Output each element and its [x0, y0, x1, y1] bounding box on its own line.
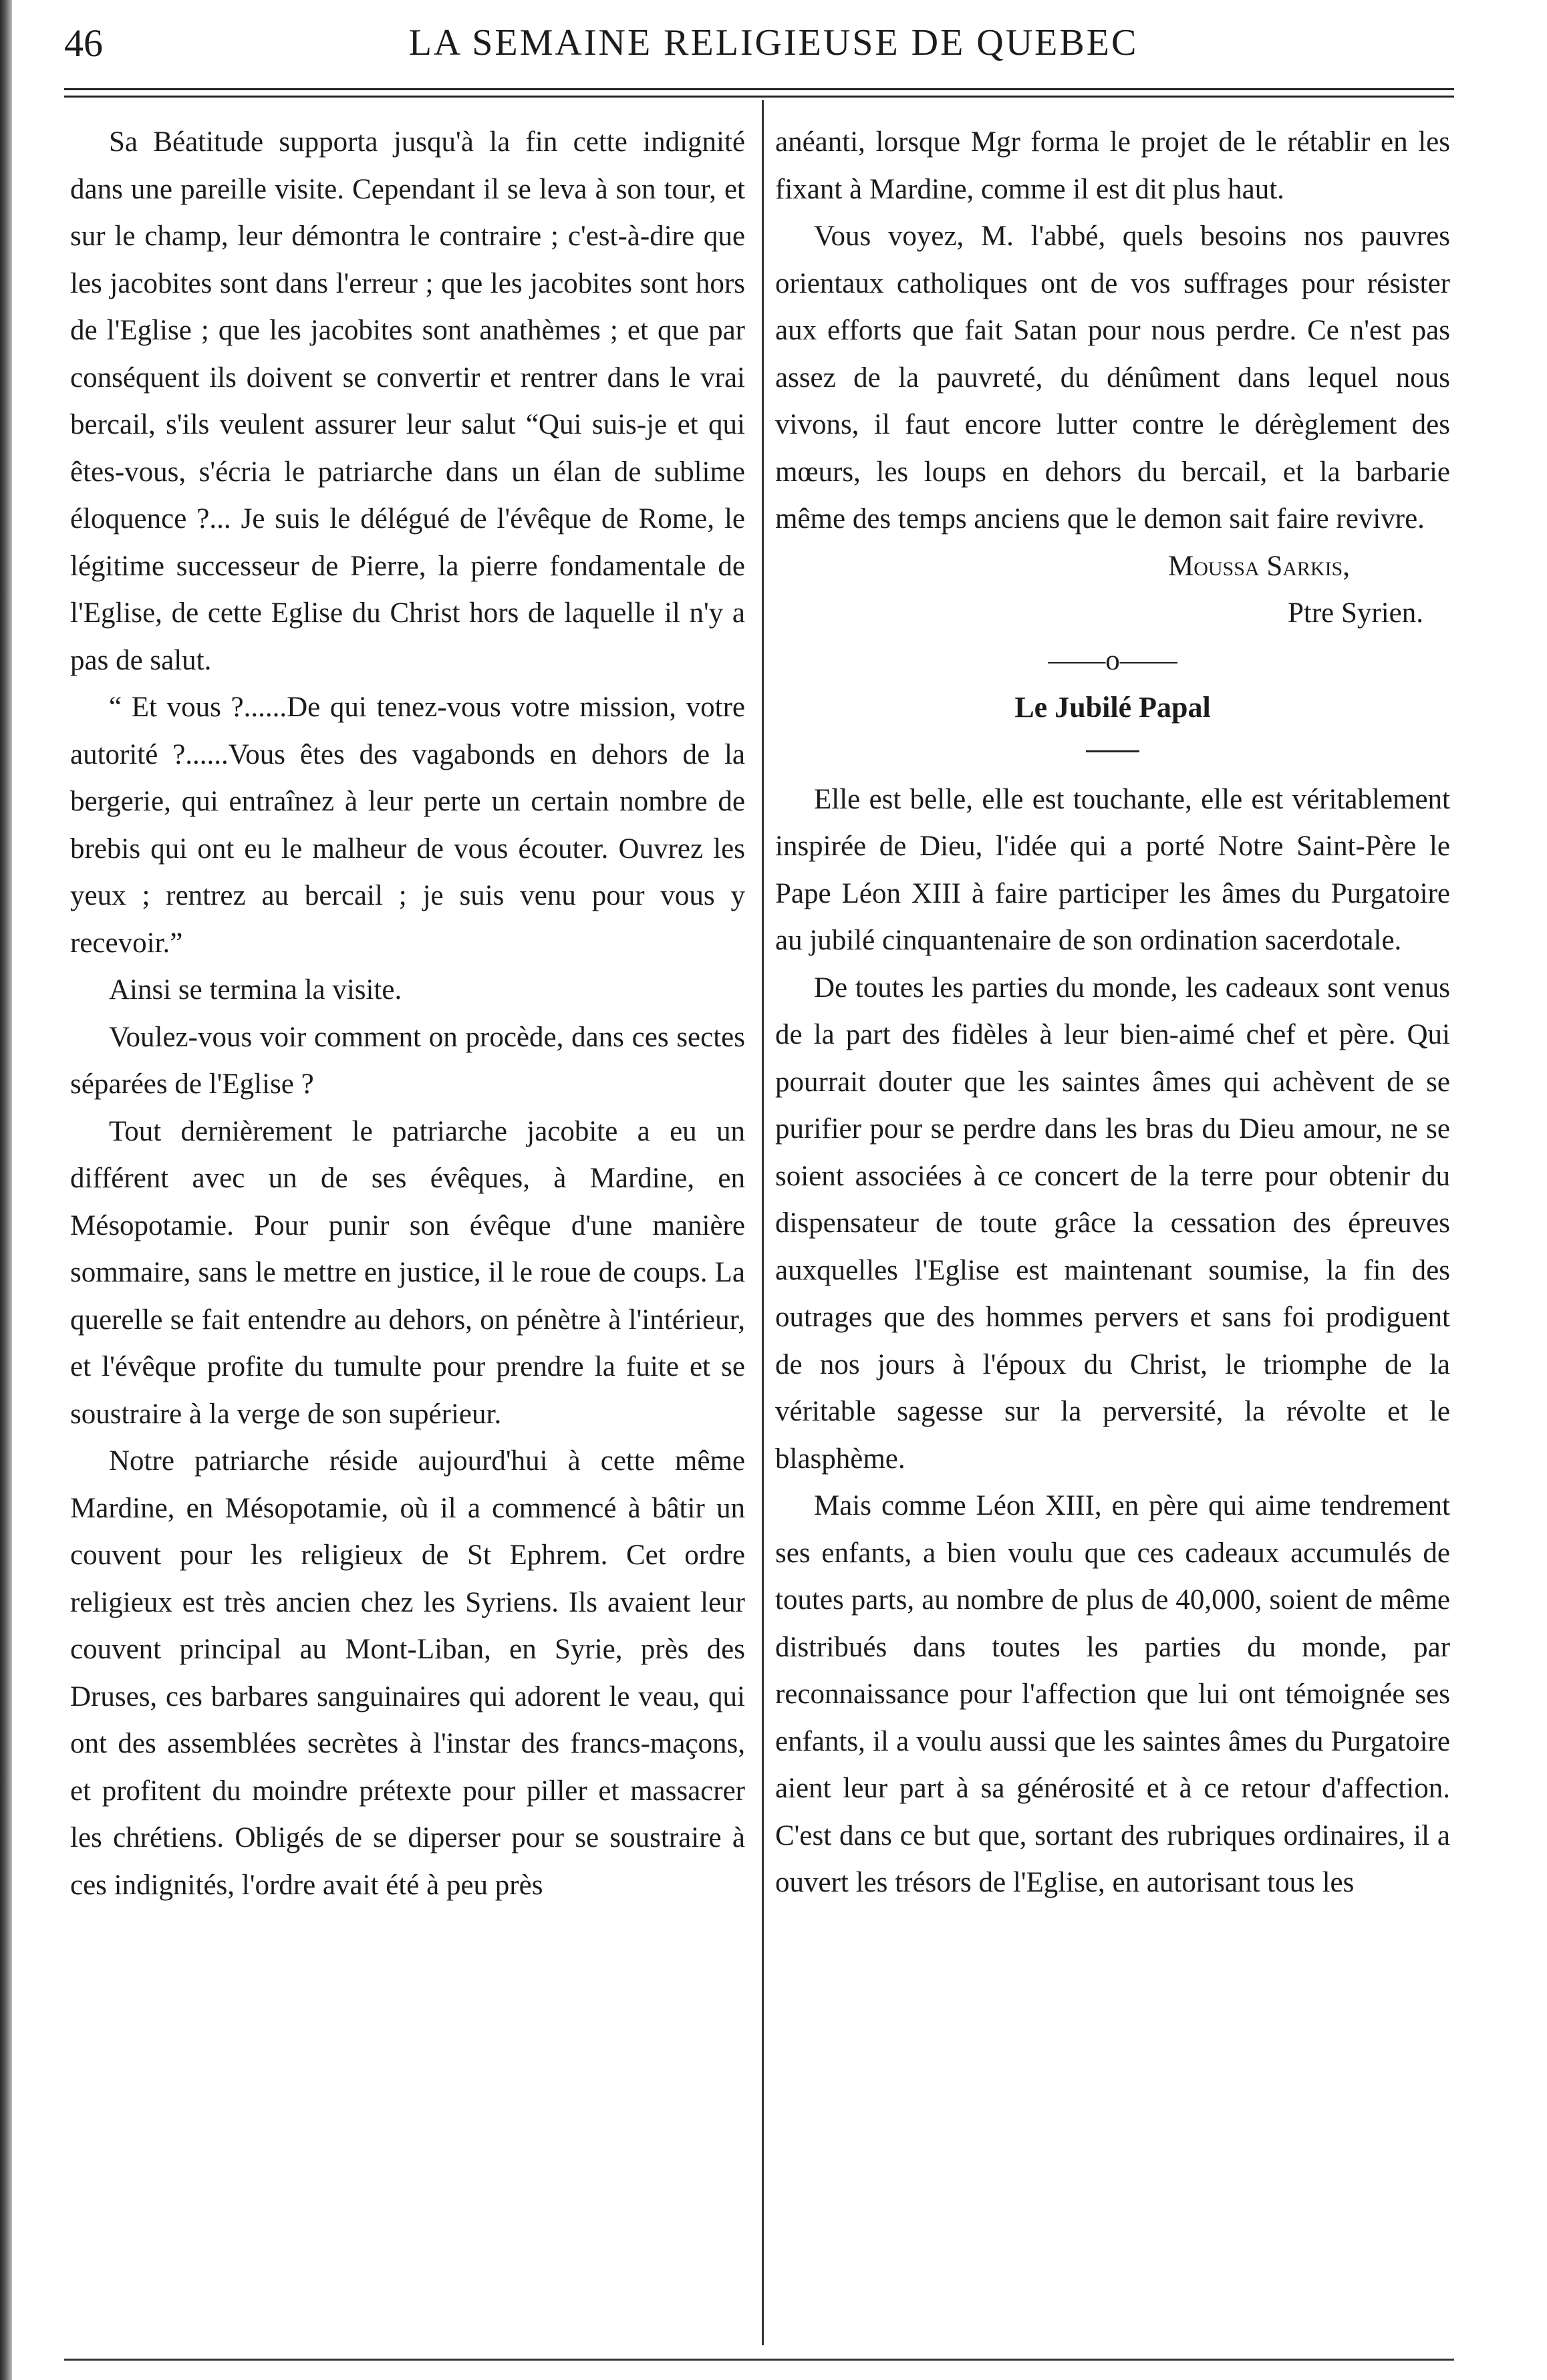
paragraph: Ainsi se termina la visite.: [109, 974, 402, 1006]
bottom-rule: [64, 2359, 1454, 2361]
paragraph: Notre patriarche réside aujourd'hui à cette même Mardine, en Mésopotamie, où il a commencé à bâtir un couvent pour les religieux de St Ephrem. Cet ordre religieux est très ancien chez les Syriens. Ils avaient leur couvent principal au Mont-Liban, en Syrie, près des Druses, ces barbares sanguinaires qui adorent le veau, qui ont des assemblées secrètes à l'instar des francs-maçons, et profitent du moindre prétexte pour piller et massacrer les chrétiens. Obligés de se diperser pour se soustraire à ces indignités, l'ordre avait été à peu près: [70, 1445, 745, 1901]
left-column: [70, 119, 745, 1909]
paragraph: “ Et vous ?......De qui tenez-vous votre mission, votre autorité ?......Vous êtes des vagabonds en dehors de la bergerie, qui entraînez à leur perte un certain nombre de brebis qui ont eu le malheur de vous écouter. Ouvrez les yeux ; rentrez au bercail ; je suis venu pour vous y recevoir.”: [70, 692, 745, 959]
paragraph: Voulez-vous voir comment on procède, dans ces sectes séparées de l'Eglise ?: [70, 1021, 745, 1100]
header-rule: [64, 88, 1454, 90]
signature-name: Moussa Sarkis,: [1167, 550, 1350, 582]
paragraph: Mais comme Léon XIII, en père qui aime tendrement ses enfants, a bien voulu que ces cadeaux accumulés de toutes parts, au nombre de plus de 40,000, soient de même distribués dans toutes les parties du monde, par reconnaissance pour l'affection que lui ont témoignée ses enfants, il a voulu aussi que les saintes âmes du Purgatoire aient leur part à sa générosité et à ce retour d'affection. C'est dans ce but que, sortant des rubriques ordinaires, il a ouvert les trésors de l'Eglise, en autorisant tous les: [775, 1490, 1450, 1898]
paragraph: Elle est belle, elle est touchante, elle est véritablement inspirée de Dieu, l'idée qui a porté Notre Saint-Père le Pape Léon XIII à faire participer les âmes du Purgatoire au jubilé cinquantenaire de son ordination sacerdotale.: [775, 783, 1450, 956]
page-number: 46: [64, 21, 103, 65]
paragraph: Tout dernièrement le patriarche jacobite a eu un différent avec un de ses évêques, à Mardine, en Mésopotamie. Pour punir son évêque d'une manière sommaire, sans le mettre en justice, il le roue de coups. La querelle se fait entendre au dehors, on pénètre à l'intérieur, et l'évêque profite du tumulte pour prendre la fuite et se soustraire à la verge de son supérieur.: [70, 1115, 745, 1430]
header-rule: [64, 96, 1454, 98]
section-title: Le Jubilé Papal: [1014, 691, 1211, 724]
paragraph-continuation: anéanti, lorsque Mgr forma le projet de le rétablir en les fixant à Mardine, comme il est dit plus haut.: [775, 126, 1450, 205]
paragraph: Sa Béatitude supporta jusqu'à la fin cette indignité dans une pareille visite. Cependant il se leva à son tour, et sur le champ, leur démontra le contraire ; c'est-à-dire que les jacobites sont dans l'erreur ; que les jacobites sont hors de l'Eglise ; que les jacobites sont anathèmes ; et que par conséquent ils doivent se convertir et rentrer dans le vrai bercail, s'ils veulent assurer leur salut “Qui suis-je et qui êtes-vous, s'écria le patriarche dans un élan de sublime éloquence ?... Je suis le délégué de l'évêque de Rome, le légitime successeur de Pierre, la pierre fondamentale de l'Eglise, de cette Eglise du Christ hors de laquelle il n'y a pas de salut.: [70, 126, 745, 676]
paragraph: Vous voyez, M. l'abbé, quels besoins nos pauvres orientaux catholiques ont de vos suffrages pour résister aux efforts que fait Satan pour nous perdre. Ce n'est pas assez de la pauvreté, du dénûment dans lequel nous vivons, il faut encore lutter contre le dérèglement des mœurs, les loups en dehors du bercail, et la barbarie même des temps anciens que le demon sait faire revivre.: [775, 220, 1450, 535]
paragraph: De toutes les parties du monde, les cadeaux sont venus de la part des fidèles à leur bien-aimé chef et père. Qui pourrait douter que les saintes âmes qui achèvent de se purifier pour se perdre dans les bras du Dieu amour, ne se soient associées à ce concert de la terre pour obtenir du dispensateur de toute grâce la cessation des épreuves auxquelles l'Eglise est maintenant soumise, la fin des outrages que des hommes pervers et sans foi prodiguent de nos jours à l'époux du Christ, le triomphe de la véritable sagesse sur la perversité, la révolte et le blasphème.: [775, 972, 1450, 1475]
page-edge-shadow: [0, 0, 12, 2380]
title-dash: [1086, 750, 1139, 776]
running-title: LA SEMAINE RELIGIEUSE DE QUEBEC: [408, 22, 1139, 63]
right-column: [775, 119, 1450, 1907]
section-divider: ——o——: [1048, 644, 1177, 676]
signature-title: Ptre Syrien.: [1287, 597, 1423, 629]
column-divider: [762, 100, 764, 2345]
